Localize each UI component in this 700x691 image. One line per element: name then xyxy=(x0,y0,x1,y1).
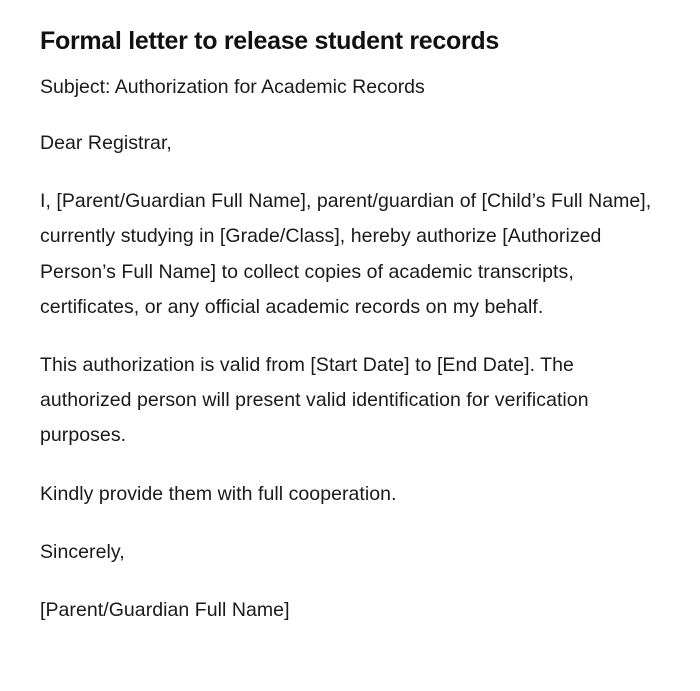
letter-body-validity: This authorization is valid from [Start Date] to [End Date]. The authorized person will present valid identification for verification purposes. xyxy=(40,354,589,447)
letter-title: Formal letter to release student records xyxy=(40,27,499,55)
letter-signature-name: [Parent/Guardian Full Name] xyxy=(40,599,290,622)
letter-closing: Sincerely, xyxy=(40,540,125,563)
letter-salutation: Dear Registrar, xyxy=(40,132,172,154)
letter-body-authorization: I, [Parent/Guardian Full Name], parent/guardian of [Child’s Full Name], currently studying in [Grade/Class], hereby authorize [Authorized Person’s Full Name] to collect copies of academic transcripts, certificates, or any official academic records on my behalf. xyxy=(40,190,652,318)
letter-body-request: Kindly provide them with full cooperation. xyxy=(40,482,397,505)
letter-subject: Subject: Authorization for Academic Records xyxy=(40,76,425,98)
